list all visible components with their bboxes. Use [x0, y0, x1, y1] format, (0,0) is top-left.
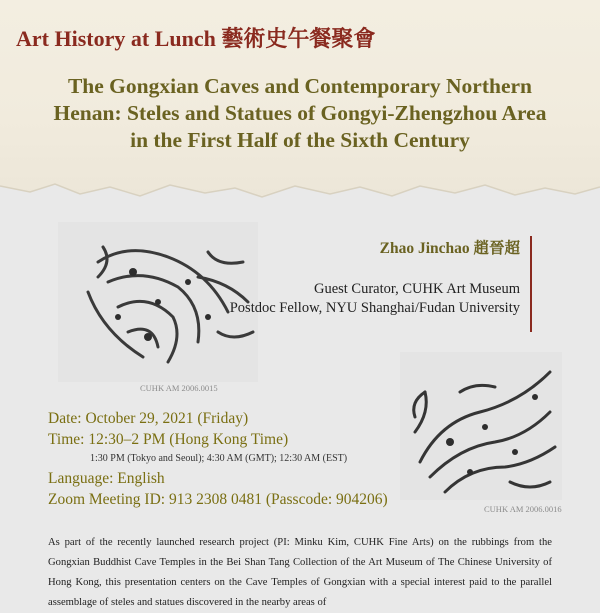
speaker-name: Zhao Jinchao 趙晉超 — [379, 240, 520, 257]
event-time-other-zones: 1:30 PM (Tokyo and Seoul); 4:30 AM (GMT); 12:30 AM (EST) — [90, 453, 348, 464]
speaker-block — [230, 236, 532, 332]
talk-title-line-3: in the First Half of the Sixth Century — [130, 128, 470, 152]
event-details — [48, 408, 428, 510]
speaker-role-2: Postdoc Fellow, NYU Shanghai/Fudan University — [229, 300, 520, 316]
series-title: Art History at Lunch 藝術史午餐聚會 — [16, 26, 376, 51]
event-time: Time: 12:30–2 PM (Hong Kong Time) — [48, 431, 289, 448]
rubbing-caption-left: CUHK AM 2006.0015 — [140, 383, 218, 393]
torn-paper-edge — [0, 178, 600, 218]
rubbing-caption-right: CUHK AM 2006.0016 — [484, 504, 562, 514]
talk-title-line-1: The Gongxian Caves and Contemporary Northern — [67, 74, 533, 98]
rubbing-image-left — [58, 222, 258, 382]
event-zoom: Zoom Meeting ID: 913 2308 0481 (Passcode: 904206) — [48, 491, 388, 508]
event-language: Language: English — [48, 470, 165, 487]
talk-title — [20, 73, 580, 154]
speaker-role-1: Guest Curator, CUHK Art Museum — [313, 281, 520, 297]
talk-title-line-2: Henan: Steles and Statues of Gongyi-Zhengzhou Area — [53, 101, 547, 125]
talk-description: As part of the recently launched research project (PI: Minku Kim, CUHK Fine Arts) on the rubbings from the Gongxian Buddhist Cave Temples in the Bei Shan Tang Collection of the Art Museum of The Chinese University of Hong Kong, this presentation centers on the Cave Temples of Gongxian with a special interest paid to the parallel assemblage of steles and statues discovered in the nearby areas of — [48, 537, 552, 608]
event-date: Date: October 29, 2021 (Friday) — [48, 410, 249, 427]
